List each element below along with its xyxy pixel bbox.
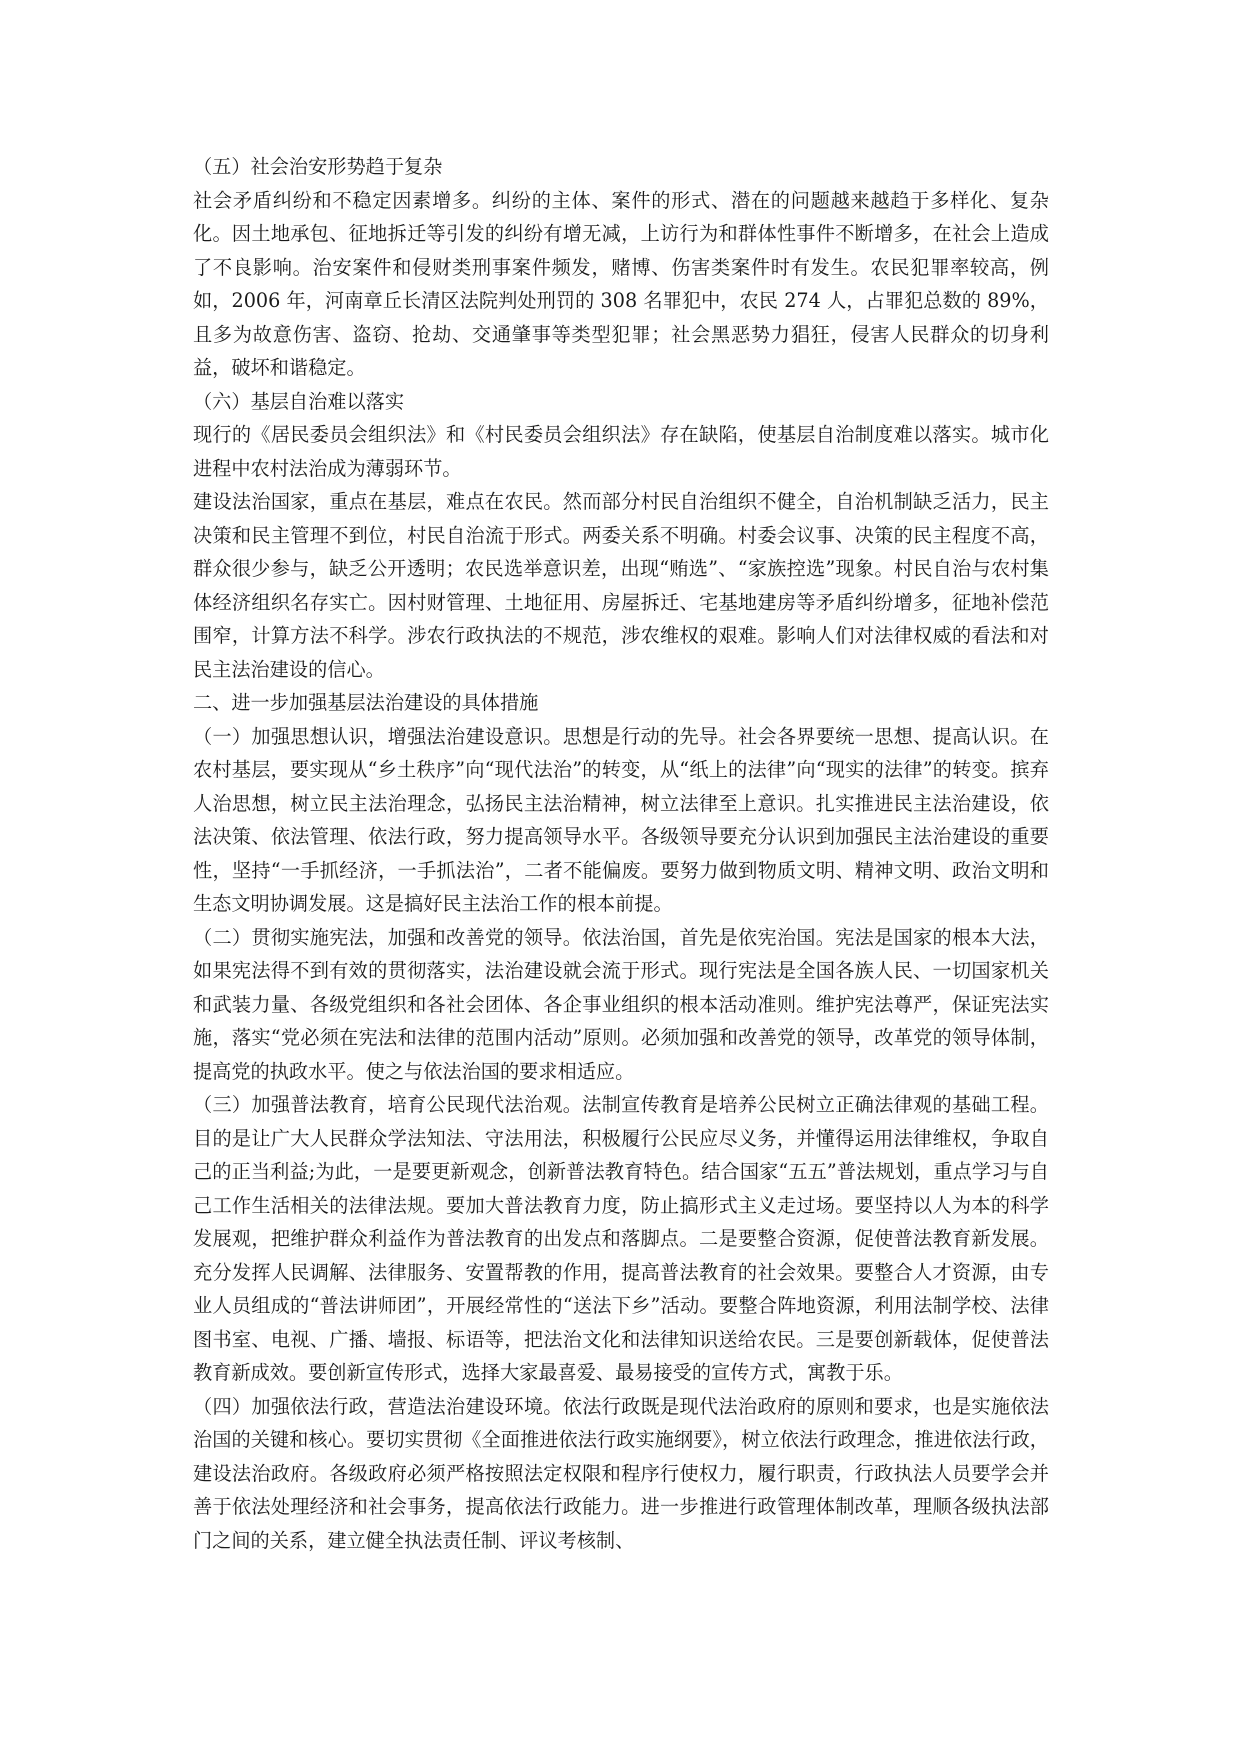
measure-paragraph-4: （四）加强依法行政，营造法治建设环境。依法行政既是现代法治政府的原则和要求，也是实施依法治国的关键和核心。要切实贯彻《全面推进依法行政实施纲要》，树立依法行政理念，推进依法行政，建设法治政府。各级政府必须严格按照法定权限和程序行使权力，履行职责，行政执法人员要学会并善于依法处理经济和社会事务，提高依法行政能力。进一步推进行政管理体制改革，理顺各级执法部门之间的关系，建立健全执法责任制、评议考核制、 (193, 1394, 1049, 1552)
measure-paragraph-2: （二）贯彻实施宪法，加强和改善党的领导。依法治国，首先是依宪治国。宪法是国家的根本大法，如果宪法得不到有效的贯彻落实，法治建设就会流于形式。现行宪法是全国各族人民、一切国家机关和武装力量、各级党组织和各社会团体、各企事业组织的根本活动准则。维护宪法尊严，保证宪法实施，落实“党必须在宪法和法律的范围内活动”原则。必须加强和改善党的领导，改革党的领导体制，提高党的执政水平。使之与依法治国的要求相适应。 (193, 925, 1049, 1083)
chapter-heading-2: 二、进一步加强基层法治建设的具体措施 (193, 691, 539, 714)
body-paragraph: 社会矛盾纠纷和不稳定因素增多。纠纷的主体、案件的形式、潜在的问题越来越趋于多样化、复杂化。因土地承包、征地拆迁等引发的纠纷有增无减，上访行为和群体性事件不断增多，在社会上造成了不良影响。治安案件和侵财类刑事案件频发，赌博、伤害类案件时有发生。农民犯罪率较高，例如，2006 年，河南章丘长清区法院判处刑罚的 308 名罪犯中，农民 274 人，占罪犯总数的 89%，且多为故意伤害、盗窃、抢劫、交通肇事等类型犯罪；社会黑恶势力猖狂，侵害人民群众的切身利益，破坏和谐稳定。 (193, 188, 1049, 379)
body-paragraph: 现行的《居民委员会组织法》和《村民委员会组织法》存在缺陷，使基层自治制度难以落实。城市化进程中农村法治成为薄弱环节。 (193, 423, 1049, 480)
section-heading-6: （六）基层自治难以落实 (193, 389, 405, 413)
measure-paragraph-3: （三）加强普法教育，培育公民现代法治观。法制宣传教育是培养公民树立正确法律观的基础工程。目的是让广大人民群众学法知法、守法用法，积极履行公民应尽义务，并懂得运用法律维权，争取自己的正当利益;为此，一是要更新观念，创新普法教育特色。结合国家“五五”普法规划，重点学习与自己工作生活相关的法律法规。要加大普法教育力度，防止搞形式主义走过场。要坚持以人为本的科学发展观，把维护群众利益作为普法教育的出发点和落脚点。二是要整合资源，促使普法教育新发展。充分发挥人民调解、法律服务、安置帮教的作用，提高普法教育的社会效果。要整合人才资源，由专业人员组成的“普法讲师团”，开展经常性的“送法下乡”活动。要整合阵地资源，利用法制学校、法律图书室、电视、广播、墙报、标语等，把法治文化和法律知识送给农民。三是要创新载体，促使普法教育新成效。要创新宣传形式，选择大家最喜爱、最易接受的宣传方式，寓教于乐。 (193, 1093, 1049, 1384)
body-paragraph: 建设法治国家，重点在基层，难点在农民。然而部分村民自治组织不健全，自治机制缺乏活力，民主决策和民主管理不到位，村民自治流于形式。两委关系不明确。村委会议事、决策的民主程度不高，群众很少参与，缺乏公开透明；农民选举意识差，出现“贿选”、“家族控选”现象。村民自治与农村集体经济组织名存实亡。因村财管理、土地征用、房屋拆迁、宅基地建房等矛盾纠纷增多，征地补偿范围窄，计算方法不科学。涉农行政执法的不规范，涉农维权的艰难。影响人们对法律权威的看法和对民主法治建设的信心。 (193, 490, 1049, 681)
section-heading-5: （五）社会治安形势趋于复杂 (193, 155, 443, 178)
document-body (193, 150, 1049, 1557)
measure-paragraph-1: （一）加强思想认识，增强法治建设意识。思想是行动的先导。社会各界要统一思想、提高认识。在农村基层，要实现从“乡土秩序”向“现代法治”的转变，从“纸上的法律”向“现实的法律”的转变。摈弃人治思想，树立民主法治理念，弘扬民主法治精神，树立法律至上意识。扎实推进民主法治建设，依法决策、依法管理、依法行政，努力提高领导水平。各级领导要充分认识到加强民主法治建设的重要性，坚持“一手抓经济，一手抓法治”，二者不能偏废。要努力做到物质文明、精神文明、政治文明和生态文明协调发展。这是搞好民主法治工作的根本前提。 (193, 724, 1049, 915)
